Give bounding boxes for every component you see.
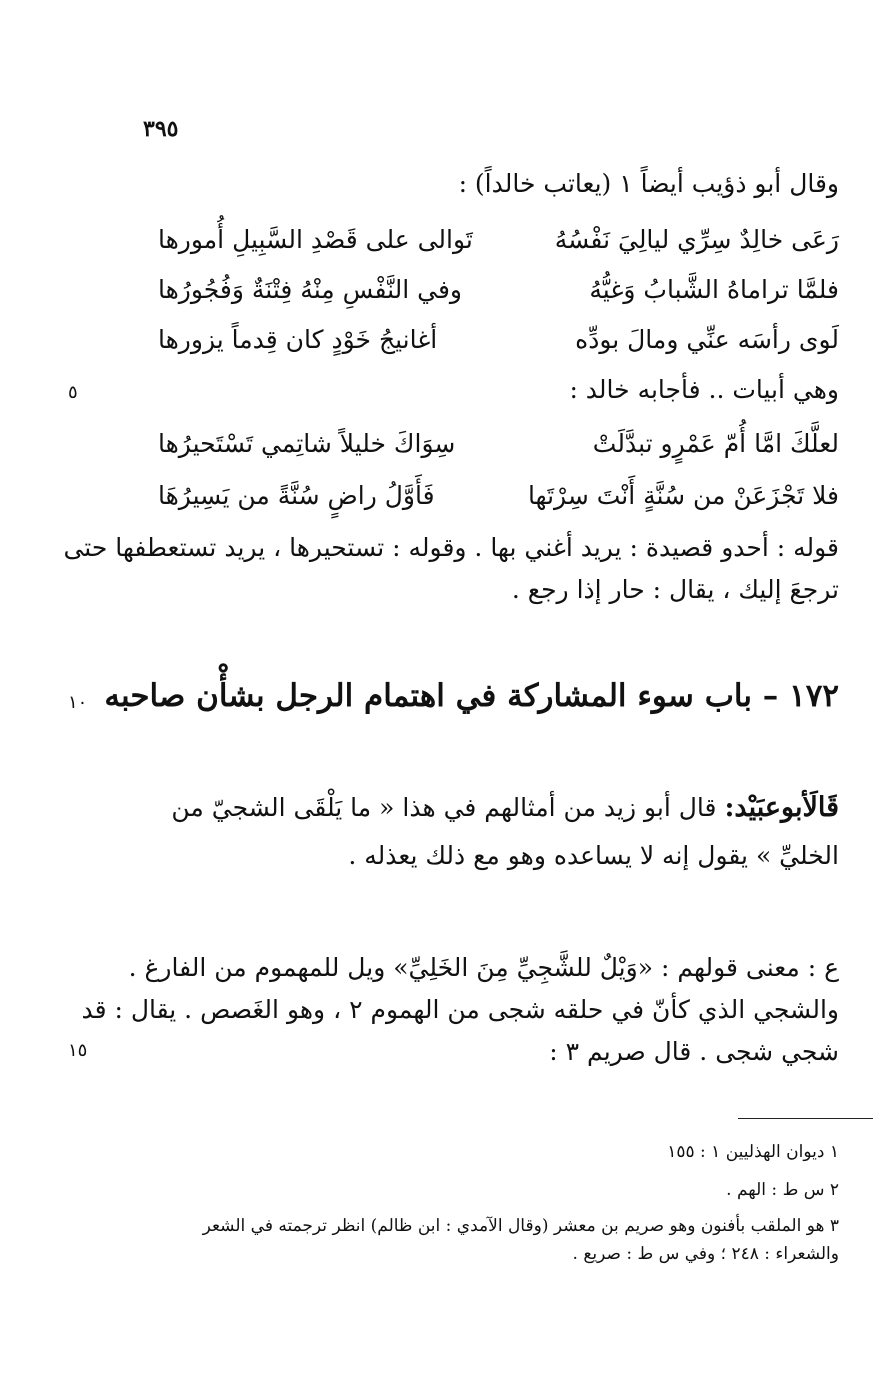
verse-1 (150, 220, 839, 260)
gloss-line-2: ترجعَ إليك ، يقال : حار إذا رجع . (511, 575, 839, 604)
verse-4 (150, 424, 839, 464)
intro-line: وقال أبو ذؤيب أيضاً ١ (يعاتب خالداً) : (458, 169, 839, 198)
footnote-3-line-2: والشعراء : ٢٤٨ ؛ وفي س ط : صريع . (572, 1244, 839, 1264)
author-name-lead: قَالَأبوعبَيْد: (724, 792, 839, 823)
gloss-line-1: قوله : أحدو قصيدة : يريد أغني بها . وقوله : تستحيرها ، يريد تستعطفها حتى (63, 533, 839, 562)
verse-2 (150, 270, 839, 310)
verse-5-second-hemistich: فَأَوَّلُ راضٍ سُنَّةً من يَسِيرُهَا (158, 481, 435, 510)
verse-2-second-hemistich: وفي النَّفْسِ مِنْهُ فِتْنَةٌ وَفُجُورُها (158, 275, 463, 304)
paragraph-1-text: قال أبو زيد من أمثالهم في هذا « ما يَلْقَى الشجيّ من (171, 793, 725, 822)
reply-intro: وهي أبيات .. فأجابه خالد : (569, 375, 839, 404)
paragraph-2-line-2: والشجي الذي كأنّ في حلقه شجى من الهموم ٢ ، وهو الغَصص . يقال : قد (81, 995, 839, 1024)
footnote-rule (738, 1118, 873, 1119)
paragraph-2-line-3: شجي شجى . قال صريم ٣ : (549, 1037, 839, 1066)
footnote-1: ١ ديوان الهذليين ١ : ١٥٥ (667, 1142, 839, 1162)
page-number: ٣٩٥ (143, 116, 179, 142)
verse-1-second-hemistich: تَوالى على قَصْدِ السَّبِيلِ أُمورها (158, 225, 473, 254)
verse-3-second-hemistich: أغانيجُ خَوْدٍ كان قِدماً يزورها (158, 325, 438, 354)
footnote-3-line-1: ٣ هو الملقب بأفنون وهو صريم بن معشر (وقال الآمدي : ابن ظالم) انظر ترجمته في الشعر (202, 1216, 839, 1236)
margin-number-10: ١٠ (68, 692, 88, 713)
verse-3 (150, 320, 839, 360)
verse-5 (150, 476, 839, 516)
verse-5-first-hemistich: فلا تَجْزَعَنْ من سُنَّةٍ أَنْتَ سِرْتَها (527, 481, 839, 510)
chapter-heading: ١٧٢ – باب سوء المشاركة في اهتمام الرجل بشأْن صاحبه (104, 678, 839, 714)
verse-4-first-hemistich: لعلَّكَ امَّا أُمّ عَمْرٍو تبدَّلَتْ (592, 429, 839, 458)
paragraph-1-line-2: الخليِّ » يقول إنه لا يساعده وهو مع ذلك يعذله . (348, 841, 839, 870)
verse-3-first-hemistich: لَوى رأسَه عنِّي ومالَ بودِّه (575, 325, 839, 354)
margin-number-5: ٥ (68, 382, 78, 403)
verse-4-second-hemistich: سِوَاكَ خليلاً شاتِمي تَسْتَحيرُها (158, 429, 456, 458)
paragraph-2-line-1: ع : معنى قولهم : «وَيْلٌ للشَّجِيِّ مِنَ الخَلِيِّ» ويل للمهموم من الفارغ . (128, 953, 839, 982)
footnote-2: ٢ س ط : الهم . (726, 1180, 839, 1200)
verse-1-first-hemistich: رَعَى خالِدٌ سِرِّي ليالِيَ نَفْسُهُ (554, 225, 839, 254)
margin-number-15: ١٥ (68, 1040, 88, 1061)
verse-2-first-hemistich: فلمَّا تراماهُ الشَّبابُ وَغيُّهُ (589, 275, 839, 304)
paragraph-1-line-1 (140, 790, 839, 826)
